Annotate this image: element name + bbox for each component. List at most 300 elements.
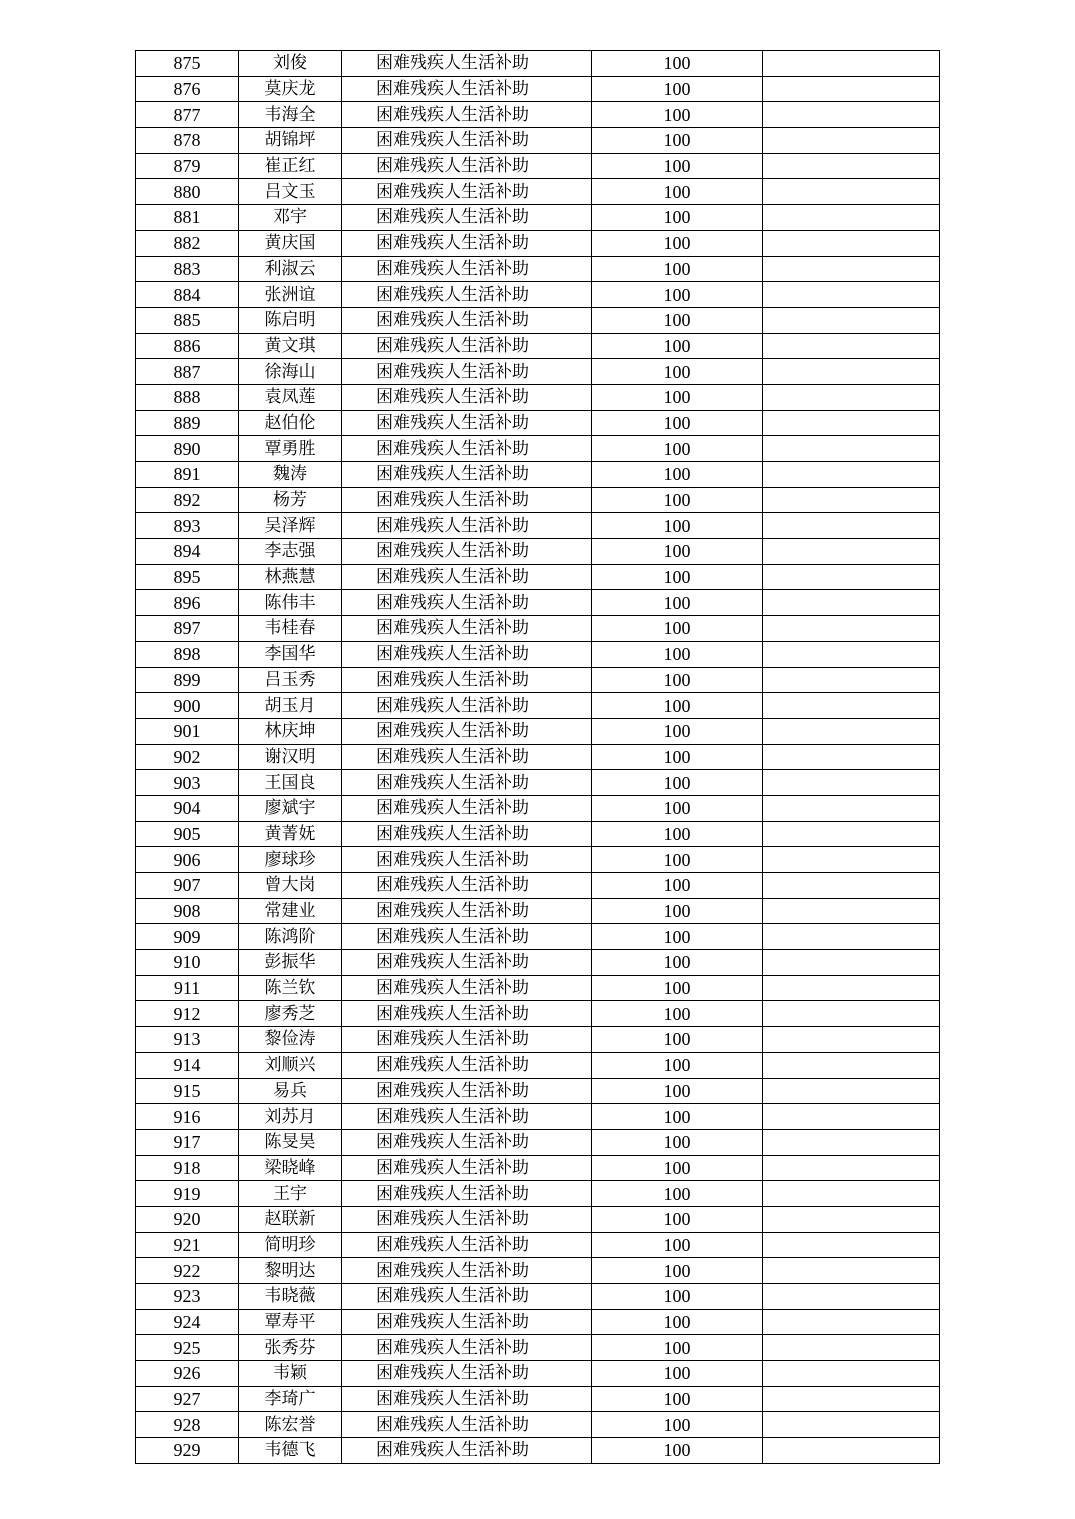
remarks-cell bbox=[763, 436, 940, 462]
amount-cell: 100 bbox=[592, 1258, 763, 1284]
table-row bbox=[136, 950, 940, 976]
amount-cell: 100 bbox=[592, 590, 763, 616]
recipient-name-cell: 吕文玉 bbox=[239, 179, 342, 205]
amount-cell: 100 bbox=[592, 487, 763, 513]
amount-cell: 100 bbox=[592, 205, 763, 231]
amount-cell: 100 bbox=[592, 873, 763, 899]
subsidy-item-cell: 困难残疾人生活补助 bbox=[342, 564, 592, 590]
subsidy-item-cell: 困难残疾人生活补助 bbox=[342, 179, 592, 205]
serial-number-cell: 915 bbox=[136, 1078, 239, 1104]
remarks-cell bbox=[763, 975, 940, 1001]
amount-cell: 100 bbox=[592, 1335, 763, 1361]
serial-number-cell: 911 bbox=[136, 975, 239, 1001]
amount-cell: 100 bbox=[592, 718, 763, 744]
table-row bbox=[136, 1309, 940, 1335]
remarks-cell bbox=[763, 693, 940, 719]
remarks-cell bbox=[763, 153, 940, 179]
subsidy-item-cell: 困难残疾人生活补助 bbox=[342, 744, 592, 770]
recipient-name-cell: 廖球珍 bbox=[239, 847, 342, 873]
table-row bbox=[136, 1001, 940, 1027]
remarks-cell bbox=[763, 1155, 940, 1181]
subsidy-item-cell: 困难残疾人生活补助 bbox=[342, 205, 592, 231]
table-row bbox=[136, 590, 940, 616]
subsidy-item-cell: 困难残疾人生活补助 bbox=[342, 1027, 592, 1053]
serial-number-cell: 885 bbox=[136, 307, 239, 333]
subsidy-item-cell: 困难残疾人生活补助 bbox=[342, 487, 592, 513]
serial-number-cell: 877 bbox=[136, 102, 239, 128]
remarks-cell bbox=[763, 770, 940, 796]
serial-number-cell: 896 bbox=[136, 590, 239, 616]
remarks-cell bbox=[763, 667, 940, 693]
remarks-cell bbox=[763, 1309, 940, 1335]
serial-number-cell: 926 bbox=[136, 1361, 239, 1387]
amount-cell: 100 bbox=[592, 1309, 763, 1335]
recipient-name-cell: 胡锦坪 bbox=[239, 128, 342, 154]
subsidy-roster-table bbox=[135, 50, 940, 1464]
serial-number-cell: 895 bbox=[136, 564, 239, 590]
recipient-name-cell: 李国华 bbox=[239, 641, 342, 667]
subsidy-item-cell: 困难残疾人生活补助 bbox=[342, 1284, 592, 1310]
table-row bbox=[136, 462, 940, 488]
table-row bbox=[136, 1361, 940, 1387]
remarks-cell bbox=[763, 924, 940, 950]
remarks-cell bbox=[763, 205, 940, 231]
table-row bbox=[136, 205, 940, 231]
serial-number-cell: 888 bbox=[136, 384, 239, 410]
serial-number-cell: 922 bbox=[136, 1258, 239, 1284]
recipient-name-cell: 杨芳 bbox=[239, 487, 342, 513]
serial-number-cell: 904 bbox=[136, 795, 239, 821]
table-row bbox=[136, 718, 940, 744]
amount-cell: 100 bbox=[592, 102, 763, 128]
amount-cell: 100 bbox=[592, 1001, 763, 1027]
amount-cell: 100 bbox=[592, 1027, 763, 1053]
recipient-name-cell: 易兵 bbox=[239, 1078, 342, 1104]
recipient-name-cell: 陈宏誉 bbox=[239, 1412, 342, 1438]
recipient-name-cell: 邓宇 bbox=[239, 205, 342, 231]
serial-number-cell: 883 bbox=[136, 256, 239, 282]
subsidy-item-cell: 困难残疾人生活补助 bbox=[342, 667, 592, 693]
amount-cell: 100 bbox=[592, 513, 763, 539]
remarks-cell bbox=[763, 1052, 940, 1078]
recipient-name-cell: 常建业 bbox=[239, 898, 342, 924]
subsidy-item-cell: 困难残疾人生活补助 bbox=[342, 718, 592, 744]
table-row bbox=[136, 873, 940, 899]
serial-number-cell: 921 bbox=[136, 1232, 239, 1258]
serial-number-cell: 925 bbox=[136, 1335, 239, 1361]
remarks-cell bbox=[763, 564, 940, 590]
recipient-name-cell: 刘苏月 bbox=[239, 1104, 342, 1130]
amount-cell: 100 bbox=[592, 436, 763, 462]
subsidy-item-cell: 困难残疾人生活补助 bbox=[342, 770, 592, 796]
recipient-name-cell: 刘俊 bbox=[239, 51, 342, 77]
amount-cell: 100 bbox=[592, 924, 763, 950]
remarks-cell bbox=[763, 1104, 940, 1130]
serial-number-cell: 901 bbox=[136, 718, 239, 744]
serial-number-cell: 876 bbox=[136, 76, 239, 102]
remarks-cell bbox=[763, 847, 940, 873]
table-row bbox=[136, 230, 940, 256]
subsidy-item-cell: 困难残疾人生活补助 bbox=[342, 873, 592, 899]
table-row bbox=[136, 359, 940, 385]
table-row bbox=[136, 102, 940, 128]
recipient-name-cell: 韦晓薇 bbox=[239, 1284, 342, 1310]
amount-cell: 100 bbox=[592, 128, 763, 154]
remarks-cell bbox=[763, 1284, 940, 1310]
subsidy-item-cell: 困难残疾人生活补助 bbox=[342, 539, 592, 565]
subsidy-item-cell: 困难残疾人生活补助 bbox=[342, 1361, 592, 1387]
serial-number-cell: 900 bbox=[136, 693, 239, 719]
serial-number-cell: 881 bbox=[136, 205, 239, 231]
table-row bbox=[136, 641, 940, 667]
remarks-cell bbox=[763, 359, 940, 385]
table-row bbox=[136, 1181, 940, 1207]
table-row bbox=[136, 410, 940, 436]
subsidy-item-cell: 困难残疾人生活补助 bbox=[342, 847, 592, 873]
table-row bbox=[136, 307, 940, 333]
serial-number-cell: 898 bbox=[136, 641, 239, 667]
subsidy-item-cell: 困难残疾人生活补助 bbox=[342, 1335, 592, 1361]
amount-cell: 100 bbox=[592, 821, 763, 847]
table-row bbox=[136, 795, 940, 821]
remarks-cell bbox=[763, 179, 940, 205]
table-row bbox=[136, 847, 940, 873]
remarks-cell bbox=[763, 1232, 940, 1258]
table-row bbox=[136, 1078, 940, 1104]
table-row bbox=[136, 76, 940, 102]
subsidy-item-cell: 困难残疾人生活补助 bbox=[342, 359, 592, 385]
remarks-cell bbox=[763, 333, 940, 359]
remarks-cell bbox=[763, 616, 940, 642]
table-row bbox=[136, 744, 940, 770]
amount-cell: 100 bbox=[592, 230, 763, 256]
remarks-cell bbox=[763, 410, 940, 436]
recipient-name-cell: 黄庆国 bbox=[239, 230, 342, 256]
recipient-name-cell: 陈伟丰 bbox=[239, 590, 342, 616]
subsidy-item-cell: 困难残疾人生活补助 bbox=[342, 51, 592, 77]
table-row bbox=[136, 539, 940, 565]
amount-cell: 100 bbox=[592, 1078, 763, 1104]
remarks-cell bbox=[763, 539, 940, 565]
amount-cell: 100 bbox=[592, 307, 763, 333]
amount-cell: 100 bbox=[592, 667, 763, 693]
amount-cell: 100 bbox=[592, 616, 763, 642]
amount-cell: 100 bbox=[592, 795, 763, 821]
remarks-cell bbox=[763, 950, 940, 976]
table-row bbox=[136, 128, 940, 154]
subsidy-item-cell: 困难残疾人生活补助 bbox=[342, 436, 592, 462]
remarks-cell bbox=[763, 1412, 940, 1438]
subsidy-item-cell: 困难残疾人生活补助 bbox=[342, 1386, 592, 1412]
amount-cell: 100 bbox=[592, 333, 763, 359]
recipient-name-cell: 李琦广 bbox=[239, 1386, 342, 1412]
recipient-name-cell: 魏涛 bbox=[239, 462, 342, 488]
serial-number-cell: 912 bbox=[136, 1001, 239, 1027]
recipient-name-cell: 黄菁妩 bbox=[239, 821, 342, 847]
remarks-cell bbox=[763, 590, 940, 616]
amount-cell: 100 bbox=[592, 1438, 763, 1464]
recipient-name-cell: 赵联新 bbox=[239, 1206, 342, 1232]
remarks-cell bbox=[763, 873, 940, 899]
amount-cell: 100 bbox=[592, 1412, 763, 1438]
subsidy-item-cell: 困难残疾人生活补助 bbox=[342, 307, 592, 333]
subsidy-item-cell: 困难残疾人生活补助 bbox=[342, 384, 592, 410]
recipient-name-cell: 陈启明 bbox=[239, 307, 342, 333]
remarks-cell bbox=[763, 1361, 940, 1387]
recipient-name-cell: 刘顺兴 bbox=[239, 1052, 342, 1078]
amount-cell: 100 bbox=[592, 76, 763, 102]
serial-number-cell: 927 bbox=[136, 1386, 239, 1412]
subsidy-item-cell: 困难残疾人生活补助 bbox=[342, 1052, 592, 1078]
serial-number-cell: 902 bbox=[136, 744, 239, 770]
amount-cell: 100 bbox=[592, 1232, 763, 1258]
subsidy-item-cell: 困难残疾人生活补助 bbox=[342, 898, 592, 924]
subsidy-item-cell: 困难残疾人生活补助 bbox=[342, 1078, 592, 1104]
table-row bbox=[136, 667, 940, 693]
amount-cell: 100 bbox=[592, 975, 763, 1001]
remarks-cell bbox=[763, 1335, 940, 1361]
table-row bbox=[136, 1206, 940, 1232]
serial-number-cell: 879 bbox=[136, 153, 239, 179]
recipient-name-cell: 覃寿平 bbox=[239, 1309, 342, 1335]
serial-number-cell: 887 bbox=[136, 359, 239, 385]
amount-cell: 100 bbox=[592, 693, 763, 719]
recipient-name-cell: 廖斌宇 bbox=[239, 795, 342, 821]
amount-cell: 100 bbox=[592, 179, 763, 205]
serial-number-cell: 882 bbox=[136, 230, 239, 256]
remarks-cell bbox=[763, 744, 940, 770]
table-row bbox=[136, 256, 940, 282]
subsidy-item-cell: 困难残疾人生活补助 bbox=[342, 924, 592, 950]
table-row bbox=[136, 821, 940, 847]
amount-cell: 100 bbox=[592, 384, 763, 410]
remarks-cell bbox=[763, 1386, 940, 1412]
amount-cell: 100 bbox=[592, 51, 763, 77]
serial-number-cell: 894 bbox=[136, 539, 239, 565]
subsidy-item-cell: 困难残疾人生活补助 bbox=[342, 1181, 592, 1207]
serial-number-cell: 891 bbox=[136, 462, 239, 488]
subsidy-item-cell: 困难残疾人生活补助 bbox=[342, 950, 592, 976]
recipient-name-cell: 陈鸿阶 bbox=[239, 924, 342, 950]
recipient-name-cell: 张秀芬 bbox=[239, 1335, 342, 1361]
table-row bbox=[136, 384, 940, 410]
recipient-name-cell: 廖秀芝 bbox=[239, 1001, 342, 1027]
table-row bbox=[136, 1232, 940, 1258]
serial-number-cell: 886 bbox=[136, 333, 239, 359]
serial-number-cell: 916 bbox=[136, 1104, 239, 1130]
table-row bbox=[136, 487, 940, 513]
serial-number-cell: 892 bbox=[136, 487, 239, 513]
subsidy-item-cell: 困难残疾人生活补助 bbox=[342, 1258, 592, 1284]
table-row bbox=[136, 770, 940, 796]
remarks-cell bbox=[763, 230, 940, 256]
serial-number-cell: 910 bbox=[136, 950, 239, 976]
subsidy-item-cell: 困难残疾人生活补助 bbox=[342, 462, 592, 488]
table-row bbox=[136, 1412, 940, 1438]
remarks-cell bbox=[763, 51, 940, 77]
subsidy-item-cell: 困难残疾人生活补助 bbox=[342, 513, 592, 539]
subsidy-item-cell: 困难残疾人生活补助 bbox=[342, 1438, 592, 1464]
amount-cell: 100 bbox=[592, 1181, 763, 1207]
remarks-cell bbox=[763, 128, 940, 154]
recipient-name-cell: 黄文琪 bbox=[239, 333, 342, 359]
amount-cell: 100 bbox=[592, 1361, 763, 1387]
recipient-name-cell: 梁晓峰 bbox=[239, 1155, 342, 1181]
serial-number-cell: 893 bbox=[136, 513, 239, 539]
serial-number-cell: 924 bbox=[136, 1309, 239, 1335]
table-row bbox=[136, 282, 940, 308]
recipient-name-cell: 陈兰钦 bbox=[239, 975, 342, 1001]
serial-number-cell: 903 bbox=[136, 770, 239, 796]
table-row bbox=[136, 616, 940, 642]
remarks-cell bbox=[763, 718, 940, 744]
recipient-name-cell: 陈旻昊 bbox=[239, 1129, 342, 1155]
remarks-cell bbox=[763, 1181, 940, 1207]
serial-number-cell: 897 bbox=[136, 616, 239, 642]
serial-number-cell: 899 bbox=[136, 667, 239, 693]
subsidy-item-cell: 困难残疾人生活补助 bbox=[342, 693, 592, 719]
remarks-cell bbox=[763, 898, 940, 924]
amount-cell: 100 bbox=[592, 462, 763, 488]
table-row bbox=[136, 1027, 940, 1053]
recipient-name-cell: 李志强 bbox=[239, 539, 342, 565]
amount-cell: 100 bbox=[592, 564, 763, 590]
table-row bbox=[136, 975, 940, 1001]
serial-number-cell: 907 bbox=[136, 873, 239, 899]
table-row bbox=[136, 1129, 940, 1155]
remarks-cell bbox=[763, 1027, 940, 1053]
amount-cell: 100 bbox=[592, 410, 763, 436]
subsidy-item-cell: 困难残疾人生活补助 bbox=[342, 1412, 592, 1438]
table-row bbox=[136, 1104, 940, 1130]
serial-number-cell: 880 bbox=[136, 179, 239, 205]
subsidy-item-cell: 困难残疾人生活补助 bbox=[342, 153, 592, 179]
amount-cell: 100 bbox=[592, 282, 763, 308]
subsidy-item-cell: 困难残疾人生活补助 bbox=[342, 590, 592, 616]
recipient-name-cell: 崔正红 bbox=[239, 153, 342, 179]
serial-number-cell: 908 bbox=[136, 898, 239, 924]
recipient-name-cell: 谢汉明 bbox=[239, 744, 342, 770]
table-row bbox=[136, 513, 940, 539]
amount-cell: 100 bbox=[592, 359, 763, 385]
recipient-name-cell: 袁凤莲 bbox=[239, 384, 342, 410]
recipient-name-cell: 韦德飞 bbox=[239, 1438, 342, 1464]
table-row bbox=[136, 693, 940, 719]
subsidy-item-cell: 困难残疾人生活补助 bbox=[342, 410, 592, 436]
serial-number-cell: 929 bbox=[136, 1438, 239, 1464]
subsidy-item-cell: 困难残疾人生活补助 bbox=[342, 102, 592, 128]
subsidy-item-cell: 困难残疾人生活补助 bbox=[342, 1309, 592, 1335]
remarks-cell bbox=[763, 1206, 940, 1232]
amount-cell: 100 bbox=[592, 641, 763, 667]
remarks-cell bbox=[763, 513, 940, 539]
subsidy-item-cell: 困难残疾人生活补助 bbox=[342, 76, 592, 102]
recipient-name-cell: 胡玉月 bbox=[239, 693, 342, 719]
recipient-name-cell: 吴泽辉 bbox=[239, 513, 342, 539]
remarks-cell bbox=[763, 487, 940, 513]
recipient-name-cell: 莫庆龙 bbox=[239, 76, 342, 102]
subsidy-item-cell: 困难残疾人生活补助 bbox=[342, 1001, 592, 1027]
recipient-name-cell: 王国良 bbox=[239, 770, 342, 796]
amount-cell: 100 bbox=[592, 1386, 763, 1412]
subsidy-item-cell: 困难残疾人生活补助 bbox=[342, 333, 592, 359]
recipient-name-cell: 王宇 bbox=[239, 1181, 342, 1207]
amount-cell: 100 bbox=[592, 256, 763, 282]
remarks-cell bbox=[763, 76, 940, 102]
recipient-name-cell: 黎俭涛 bbox=[239, 1027, 342, 1053]
amount-cell: 100 bbox=[592, 847, 763, 873]
table-row bbox=[136, 1438, 940, 1464]
roster-body bbox=[136, 51, 940, 1464]
serial-number-cell: 913 bbox=[136, 1027, 239, 1053]
recipient-name-cell: 韦海全 bbox=[239, 102, 342, 128]
subsidy-item-cell: 困难残疾人生活补助 bbox=[342, 1155, 592, 1181]
table-row bbox=[136, 179, 940, 205]
amount-cell: 100 bbox=[592, 1104, 763, 1130]
serial-number-cell: 920 bbox=[136, 1206, 239, 1232]
serial-number-cell: 909 bbox=[136, 924, 239, 950]
recipient-name-cell: 曾大岗 bbox=[239, 873, 342, 899]
recipient-name-cell: 吕玉秀 bbox=[239, 667, 342, 693]
amount-cell: 100 bbox=[592, 744, 763, 770]
remarks-cell bbox=[763, 462, 940, 488]
recipient-name-cell: 韦颖 bbox=[239, 1361, 342, 1387]
amount-cell: 100 bbox=[592, 1284, 763, 1310]
subsidy-item-cell: 困难残疾人生活补助 bbox=[342, 1104, 592, 1130]
serial-number-cell: 918 bbox=[136, 1155, 239, 1181]
table-row bbox=[136, 333, 940, 359]
subsidy-item-cell: 困难残疾人生活补助 bbox=[342, 795, 592, 821]
remarks-cell bbox=[763, 384, 940, 410]
serial-number-cell: 906 bbox=[136, 847, 239, 873]
remarks-cell bbox=[763, 1001, 940, 1027]
serial-number-cell: 889 bbox=[136, 410, 239, 436]
serial-number-cell: 905 bbox=[136, 821, 239, 847]
subsidy-item-cell: 困难残疾人生活补助 bbox=[342, 616, 592, 642]
remarks-cell bbox=[763, 1438, 940, 1464]
subsidy-item-cell: 困难残疾人生活补助 bbox=[342, 1206, 592, 1232]
amount-cell: 100 bbox=[592, 1052, 763, 1078]
table-row bbox=[136, 1155, 940, 1181]
table-row bbox=[136, 564, 940, 590]
serial-number-cell: 923 bbox=[136, 1284, 239, 1310]
amount-cell: 100 bbox=[592, 1206, 763, 1232]
recipient-name-cell: 林燕慧 bbox=[239, 564, 342, 590]
recipient-name-cell: 彭振华 bbox=[239, 950, 342, 976]
recipient-name-cell: 简明珍 bbox=[239, 1232, 342, 1258]
amount-cell: 100 bbox=[592, 950, 763, 976]
table-row bbox=[136, 1386, 940, 1412]
recipient-name-cell: 利淑云 bbox=[239, 256, 342, 282]
remarks-cell bbox=[763, 282, 940, 308]
recipient-name-cell: 林庆坤 bbox=[239, 718, 342, 744]
subsidy-item-cell: 困难残疾人生活补助 bbox=[342, 821, 592, 847]
table-row bbox=[136, 1052, 940, 1078]
recipient-name-cell: 赵伯伦 bbox=[239, 410, 342, 436]
recipient-name-cell: 黎明达 bbox=[239, 1258, 342, 1284]
amount-cell: 100 bbox=[592, 770, 763, 796]
serial-number-cell: 875 bbox=[136, 51, 239, 77]
recipient-name-cell: 徐海山 bbox=[239, 359, 342, 385]
subsidy-item-cell: 困难残疾人生活补助 bbox=[342, 230, 592, 256]
subsidy-item-cell: 困难残疾人生活补助 bbox=[342, 1232, 592, 1258]
table-row bbox=[136, 1335, 940, 1361]
remarks-cell bbox=[763, 256, 940, 282]
remarks-cell bbox=[763, 307, 940, 333]
remarks-cell bbox=[763, 641, 940, 667]
remarks-cell bbox=[763, 1129, 940, 1155]
table-row bbox=[136, 898, 940, 924]
